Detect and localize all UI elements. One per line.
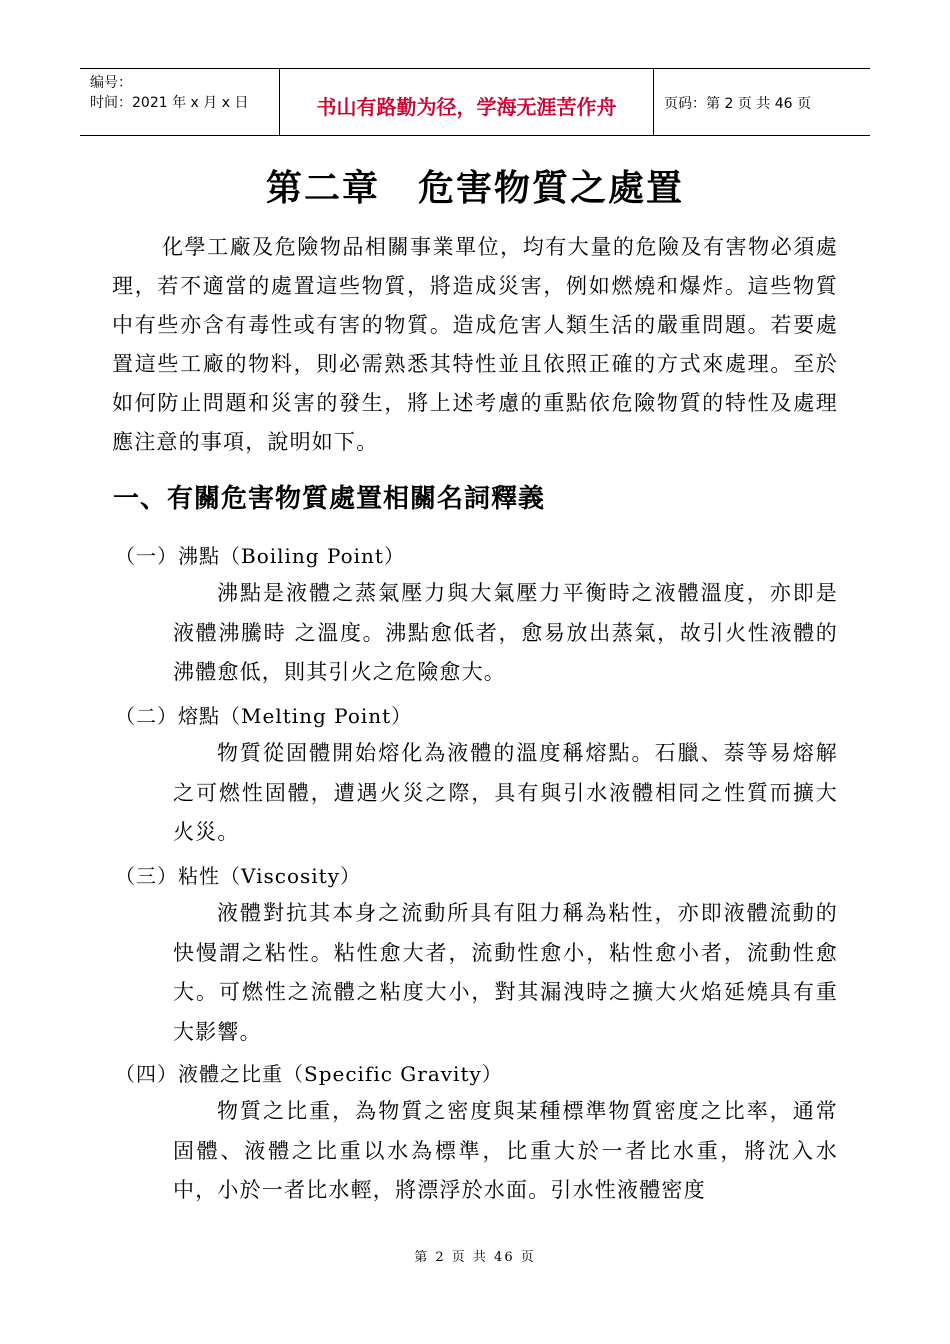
term-title-specific-gravity: （四）液體之比重（Specific Gravity）	[115, 1062, 503, 1086]
term-title-melting-point: （二）熔點（Melting Point）	[115, 704, 413, 728]
header-meta	[80, 69, 280, 135]
document-number-label: 编号：	[90, 75, 132, 91]
page-footer: 第 2 页 共 46 页	[414, 1250, 536, 1265]
chapter-title: 第二章 危害物質之處置	[265, 167, 684, 209]
document-time-label: 时间：2021 年 x 月 x 日	[90, 95, 249, 111]
section-heading: 一、有關危害物質處置相關名詞釋義	[113, 484, 546, 514]
header-motto: 书山有路勤为径，学海无涯苦作舟	[280, 69, 654, 135]
term-body-viscosity: 液體對抗其本身之流動所具有阻力稱為粘性，亦即液體流動的快慢謂之粘性。粘性愈大者，流動性愈小，粘性愈小者，流動性愈大。可燃性之流體之粘度大小，對其漏洩時之擴大火焰延燒具有重大影響。	[173, 901, 838, 1044]
page-header	[80, 68, 870, 136]
term-body-boiling-point: 沸點是液體之蒸氣壓力與大氣壓力平衡時之液體溫度，亦即是液體沸騰時 之溫度。沸點愈低者，愈易放出蒸氣，故引火性液體的沸體愈低，則其引火之危險愈大。	[173, 581, 838, 684]
term-title-viscosity: （三）粘性（Viscosity）	[115, 864, 361, 888]
term-body-specific-gravity: 物質之比重，為物質之密度與某種標準物質密度之比率，通常固體、液體之比重以水為標準，比重大於一者比水重，將沈入水中，小於一者比水輕，將漂浮於水面。引水性液體密度	[173, 1099, 838, 1202]
term-body-melting-point: 物質從固體開始熔化為液體的溫度稱熔點。石臘、萘等易熔解之可燃性固體，遭遇火災之際，具有與引水液體相同之性質而擴大火災。	[173, 741, 838, 844]
term-title-boiling-point: （一）沸點（Boiling Point）	[115, 544, 405, 568]
header-page-info: 页码：第 2 页 共 46 页	[664, 96, 811, 112]
intro-paragraph: 化學工廠及危險物品相關事業單位，均有大量的危險及有害物必須處理，若不適當的處置這些物質，將造成災害，例如燃燒和爆炸。這些物質中有些亦含有毒性或有害的物質。造成危害人類生活的嚴重問題。若要處置這些工廠的物料，則必需熟悉其特性並且依照正確的方式來處理。至於如何防止問題和災害的發生，將上述考慮的重點依危險物質的特性及處理應注意的事項，說明如下。	[112, 235, 838, 454]
